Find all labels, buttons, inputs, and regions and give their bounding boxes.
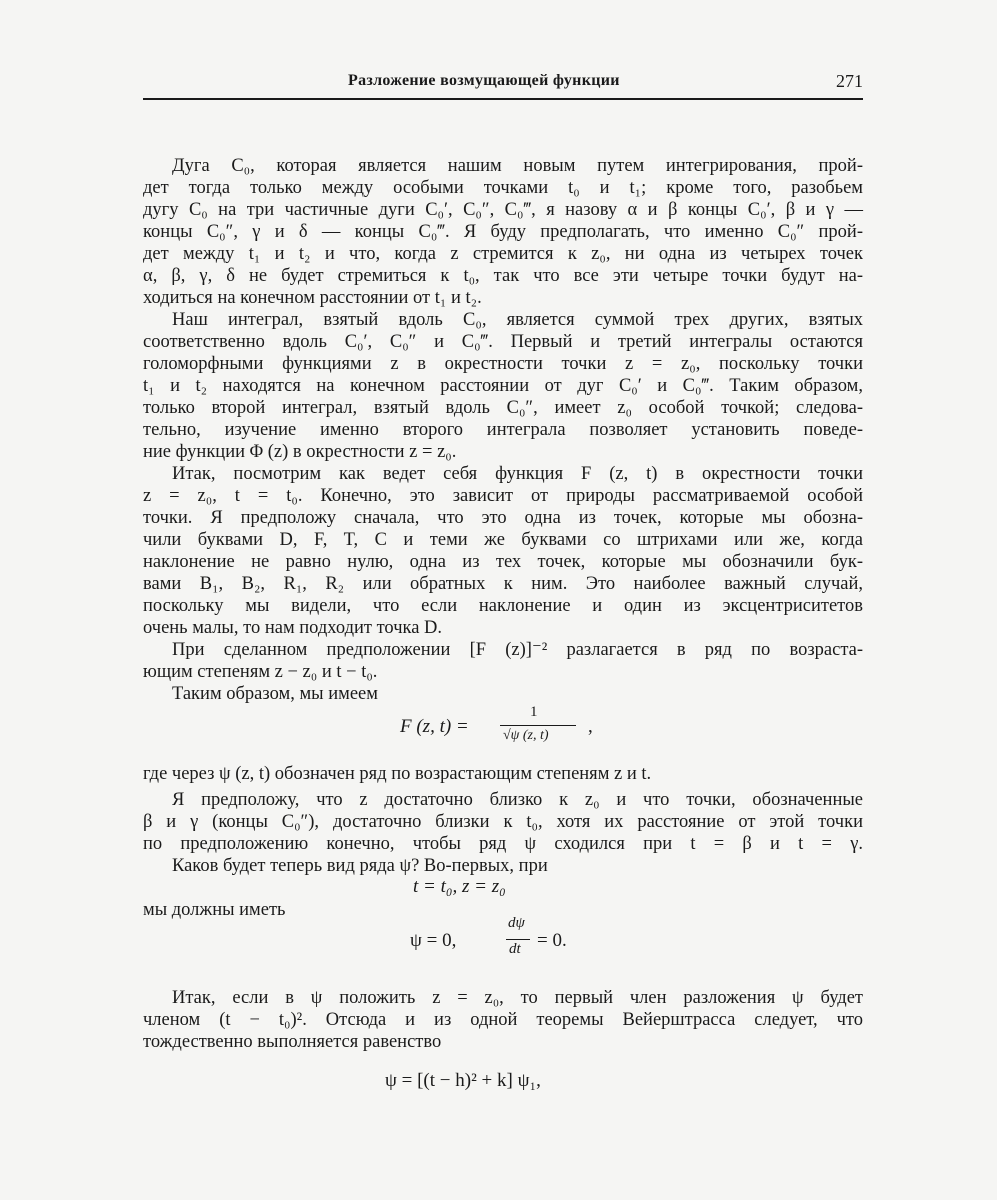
text-line: голоморфными функциями z в окрестности точки z = z₀, поскольку точки [143, 354, 863, 374]
formula-denominator: √ψ (z, t) [503, 728, 549, 743]
text-line: β и γ (концы C₀″), достаточно близки к t₀, хотя их расстояние от этой точки [143, 812, 863, 832]
text-line: тельно, изучение именно второго интеграла позволяет установить поведе- [143, 420, 863, 440]
text-line: z = z₀, t = t₀. Конечно, это зависит от природы рассматриваемой особой [143, 486, 863, 506]
text-line: только второй интеграл, взятый вдоль C₀″, имеет z₀ особой точкой; следова- [143, 398, 863, 418]
formula-lhs: F (z, t) = [400, 716, 469, 737]
text-line: ние функции Φ (z) в окрестности z = z₀. [143, 442, 457, 462]
text-line: концы C₀″, γ и δ — концы C₀‴. Я буду предполагать, что именно C₀″ прой- [143, 222, 863, 242]
formula-fraction [400, 704, 620, 754]
derivative-rhs: = 0. [537, 930, 567, 951]
running-header [143, 70, 863, 100]
text-line: Наш интеграл, взятый вдоль C₀, является суммой трех других, взятых [172, 310, 863, 330]
text-line: ющим степеням z − z₀ и t − t₀. [143, 662, 378, 682]
text-line: При сделанном предположении [F (z)]⁻² разлагается в ряд по возраста- [172, 640, 863, 660]
text-line: по предположению конечно, чтобы ряд ψ сходился при t = β и t = γ. [143, 834, 863, 854]
text-line: Итак, посмотрим как ведет себя функция F (z, t) в окрестности точки [172, 464, 863, 484]
formula-derivative [410, 915, 610, 965]
text-line: тождественно выполняется равенство [143, 1032, 442, 1052]
text-line: Каков будет теперь вид ряда ψ? Во-первых, при [172, 856, 548, 876]
text-line: Итак, если в ψ положить z = z₀, то первый член разложения ψ будет [172, 988, 863, 1008]
text-line: Таким образом, мы имеем [172, 684, 378, 704]
text-line: дет между t₁ и t₂ и что, когда z стремится к z₀, ни одна из четырех точек [143, 244, 863, 264]
text-line: вами B₁, B₂, R₁, R₂ или обратных к ним. Это наиболее важный случай, [143, 574, 863, 594]
formula-numerator: 1 [530, 704, 538, 720]
fraction-bar [500, 725, 576, 726]
derivative-numerator: dψ [508, 915, 525, 931]
text-line: чили буквами D, F, T, C и теми же буквами со штрихами или же, когда [143, 530, 863, 550]
formula-weierstrass: ψ = [(t − h)² + k] ψ₁, [385, 1070, 541, 1091]
text-line: дугу C₀ на три частичные дуги C₀′, C₀″, C₀‴, я назову α и β концы C₀′, β и γ — [143, 200, 863, 220]
text-line: членом (t − t₀)². Отсюда и из одной теоремы Вейерштрасса следует, что [143, 1010, 863, 1030]
text-line: очень малы, то нам подходит точка D. [143, 618, 443, 638]
text-line: точки. Я предположу сначала, что это одна из точек, которые мы обозна- [143, 508, 863, 528]
text-line: ходиться на конечном расстоянии от t₁ и t₂. [143, 288, 482, 308]
text-line: соответственно вдоль C₀′, C₀″ и C₀‴. Первый и третий интегралы остаются [143, 332, 863, 352]
text-line: дет тогда только между особыми точками t₀ и t₁; кроме того, разобьем [143, 178, 863, 198]
text-line: мы должны иметь [143, 900, 286, 920]
text-line: Дуга C₀, которая является нашим новым путем интегрирования, прой- [172, 156, 863, 176]
text-line: t₁ и t₂ находятся на конечном расстоянии от дуг C₀′ и C₀‴. Таким образом, [143, 376, 863, 396]
header-title: Разложение возмущающей функции [348, 72, 620, 89]
page-number: 271 [836, 71, 863, 91]
text-line: поскольку мы видели, что если наклонение и один из эксцентриситетов [143, 596, 863, 616]
formula-condition: t = t₀, z = z₀ [413, 876, 506, 897]
text-line: Я предположу, что z достаточно близко к z₀ и что точки, обозначенные [172, 790, 863, 810]
fraction-bar [506, 939, 530, 940]
text-line: где через ψ (z, t) обозначен ряд по возрастающим степеням z и t. [143, 764, 652, 784]
text-line: α, β, γ, δ не будет стремиться к t₀, так что все эти четыре точки будут на- [143, 266, 863, 286]
formula-trail: , [588, 716, 593, 737]
derivative-denominator: dt [509, 941, 521, 957]
text-line: наклонение не равно нулю, одна из тех точек, которые мы обозначили бук- [143, 552, 863, 572]
formula-psi-zero: ψ = 0, [410, 930, 457, 951]
